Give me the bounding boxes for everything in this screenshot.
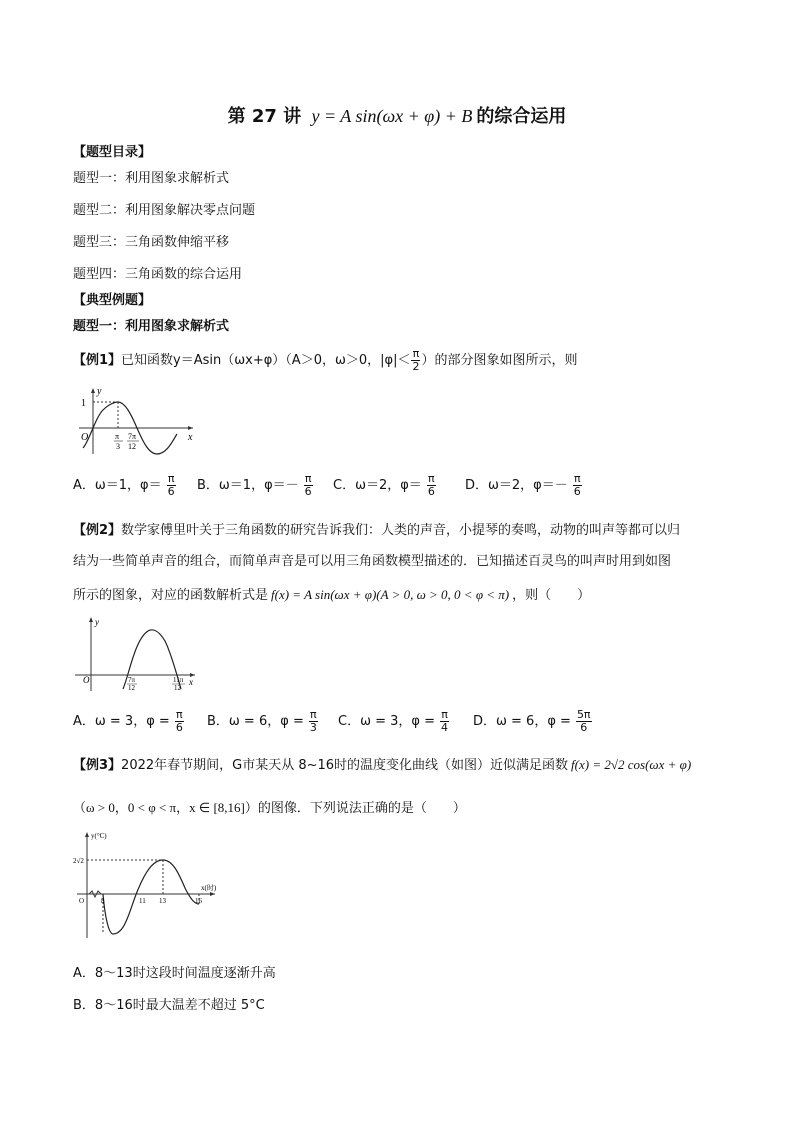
example-2-option-a[interactable]: A．ω = 3，φ = $\frac{\pi}{6}$ — [73, 708, 183, 734]
example-label: 【例2】 — [73, 523, 122, 538]
example-1-graph — [73, 382, 203, 457]
example-1-option-d[interactable]: D．ω＝2，φ＝－ $\frac{\pi}{6}$ — [465, 472, 581, 498]
y-axis-label: y(°C) — [91, 832, 107, 840]
tick-denominator: 3 — [116, 442, 120, 451]
y-axis-label: y — [95, 617, 99, 627]
x-axis-label: x — [188, 432, 193, 443]
example-2-line-2: 结为一些简单声音的组合，而简单声音是可以用三角函数模型描述的．已知描述百灵鸟的叫声时用到如图 — [73, 554, 672, 569]
example-2-option-d[interactable]: D．ω = 6，φ = $\frac{5\pi}{6}$ — [473, 708, 591, 734]
y-max-label: 2√2 — [73, 857, 84, 865]
tick-numerator: 7π — [128, 676, 136, 684]
catalog-item-4: 题型四：三角函数的综合运用 — [73, 267, 243, 282]
page-title — [0, 102, 794, 128]
catalog-item-1: 题型一：利用图象求解析式 — [73, 171, 230, 186]
title-suffix: 的综合运用 — [476, 106, 567, 127]
example-2-line-3: 所示的图象，对应的函数解析式是 f(x) = A sin(ωx + φ)(A > 0, ω > 0, 0 < φ < π) ，则（ ） — [73, 587, 591, 603]
examples-heading: 【典型例题】 — [73, 293, 152, 308]
x-tick-11: 11 — [139, 897, 146, 905]
catalog-item-3: 题型三：三角函数伸缩平移 — [73, 235, 230, 250]
origin-label: O — [83, 675, 90, 685]
example-1-option-c[interactable]: C．ω＝2，φ＝ $\frac{\pi}{6}$ — [333, 472, 435, 498]
example-1-option-a[interactable]: A．ω＝1，φ＝ $\frac{\pi}{6}$ — [73, 472, 175, 498]
x-tick-13: 13 — [159, 897, 166, 905]
example-2-graph — [73, 613, 203, 693]
fraction: $\frac{\pi}{2}$ — [412, 347, 420, 373]
tick-denominator: 12 — [128, 442, 136, 451]
example-label: 【例1】 — [73, 353, 122, 368]
origin-label: O — [81, 432, 89, 443]
tick-denominator: 12 — [128, 684, 135, 692]
x-tick-8: 8 — [101, 897, 105, 905]
example-2-option-b[interactable]: B．ω = 6，φ = $\frac{\pi}{3}$ — [207, 708, 317, 734]
example-2-line-1: 【例2】数学家傅里叶关于三角函数的研究告诉我们：人类的声音，小提琴的奏鸣，动物的叫声等都可以归 — [73, 523, 681, 538]
origin-label: O — [79, 897, 85, 905]
x-tick-16: 16 — [195, 897, 202, 905]
y-axis-label: y — [97, 386, 102, 397]
example-3-graph — [73, 828, 223, 943]
lecture-number: 第 27 讲 — [227, 106, 302, 127]
example-3-line-1: 【例3】2022年春节期间，G市某天从 8~16时的温度变化曲线（如图）近似满足函数 f(x) = 2√2 cos(ωx + φ) — [73, 757, 692, 773]
function-formula: f(x) = A sin(ωx + φ)(A > 0, ω > 0, 0 < φ < π) — [271, 587, 510, 602]
tick-numerator: 11π — [173, 676, 184, 684]
catalog-heading: 【题型目录】 — [73, 145, 152, 160]
example-3-option-b[interactable]: B．8～16时最大温差不超过 5°C — [73, 998, 265, 1013]
example-2-option-c[interactable]: C．ω = 3，φ = $\frac{\pi}{4}$ — [338, 708, 448, 734]
example-3-line-2: （ω > 0，0 < φ < π，x ∈ [8,16]）的图像．下列说法正确的是（ ） — [73, 800, 466, 816]
catalog-item-2: 题型二：利用图象解决零点问题 — [73, 203, 256, 218]
title-formula: y = A sin(ωx + φ) + B — [311, 106, 473, 126]
y-tick-label: 1 — [81, 398, 86, 409]
example-1-stem: 【例1】已知函数y＝Asin（ωx+φ）（A＞0，ω＞0，|φ|＜ $\frac{\pi}{2}$ ）的部分图象如图所示，则 — [73, 347, 578, 373]
tick-numerator: π — [115, 432, 120, 441]
x-axis-label: x — [189, 677, 193, 687]
tick-numerator: 7π — [128, 432, 137, 441]
example-1-option-b[interactable]: B．ω＝1，φ＝－ $\frac{\pi}{6}$ — [197, 472, 312, 498]
function-formula: f(x) = 2√2 cos(ωx + φ) — [571, 757, 692, 772]
tick-denominator: 12 — [174, 684, 181, 692]
example-3-option-a[interactable]: A．8～13时这段时间温度逐渐升高 — [73, 966, 276, 981]
section-heading: 题型一：利用图象求解析式 — [73, 319, 230, 334]
example-label: 【例3】 — [73, 758, 122, 773]
x-axis-label: x(时) — [201, 884, 217, 892]
